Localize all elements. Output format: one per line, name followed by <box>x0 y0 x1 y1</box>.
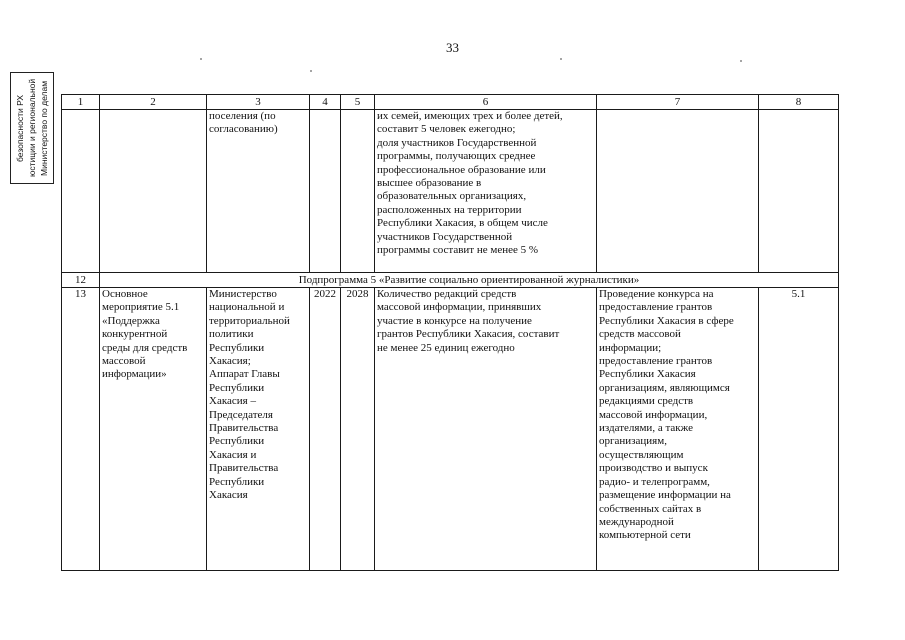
table-cell <box>100 110 207 273</box>
table-cell <box>310 110 341 273</box>
directions-cell: Проведение конкурса на предоставление грантов Республики Хакасия в сфере средств массовой информации; предоставление грантов Республики Хакасия организациям, являющимся редакциями средств массовой информации, издателями, а также организациям, осуществляющим производство и выпуск радио- и телепрограмм, размещение информации на собственных сайтах в международной компьютерной сети <box>597 288 759 571</box>
registration-stamp <box>10 72 54 184</box>
indicator-link-cell: 5.1 <box>759 288 839 571</box>
subprogram-row <box>62 273 839 288</box>
table-cell: их семей, имеющих трех и более детей, составит 5 человек ежегодно; доля участников Государственной программы, получающих среднее профессиональное образование или высшее образование в образовательных организациях, расположенных на территории Республики Хакасия, в общем числе участников Государственной программы составит не менее 5 % <box>375 110 597 273</box>
header-cell: 8 <box>759 95 839 110</box>
stamp-line-1: Министерство по делам <box>38 80 49 176</box>
result-cell: Количество редакций средств массовой информации, принявших участие в конкурсе на получение грантов Республики Хакасия, составит не менее 25 единиц ежегодно <box>375 288 597 571</box>
table-cell <box>62 110 100 273</box>
header-cell: 6 <box>375 95 597 110</box>
scan-speck <box>560 58 562 60</box>
end-year-cell: 2028 <box>341 288 375 571</box>
stamp-line-3: безопасности РХ <box>14 94 25 162</box>
scan-speck <box>200 58 202 60</box>
page-number: 33 <box>446 40 459 55</box>
stamp-line-2: юстиции и региональной <box>26 78 37 178</box>
activity-cell: Основное мероприятие 5.1 «Поддержка конкурентной среды для средств массовой информации» <box>100 288 207 571</box>
table-cell: поселения (по согласованию) <box>207 110 310 273</box>
table-row <box>62 288 839 571</box>
subprogram-title: Подпрограмма 5 «Развитие социально ориентированной журналистики» <box>100 273 839 288</box>
executor-cell: Министерство национальной и территориальной политики Республики Хакасия; Аппарат Главы Республики Хакасия – Председателя Правительства Республики Хакасия и Правительства Республики Хакасия <box>207 288 310 571</box>
header-cell: 7 <box>597 95 759 110</box>
table-cell <box>341 110 375 273</box>
row-number-cell: 13 <box>62 288 100 571</box>
program-table <box>61 94 839 571</box>
header-cell: 1 <box>62 95 100 110</box>
header-cell: 3 <box>207 95 310 110</box>
header-cell: 4 <box>310 95 341 110</box>
scan-speck <box>740 60 742 62</box>
table-cell <box>597 110 759 273</box>
header-cell: 5 <box>341 95 375 110</box>
table-cell <box>759 110 839 273</box>
table-row <box>62 110 839 273</box>
scan-speck <box>310 70 312 72</box>
header-cell: 2 <box>100 95 207 110</box>
table-header-row <box>62 95 839 110</box>
start-year-cell: 2022 <box>310 288 341 571</box>
subprogram-number: 12 <box>62 273 100 288</box>
